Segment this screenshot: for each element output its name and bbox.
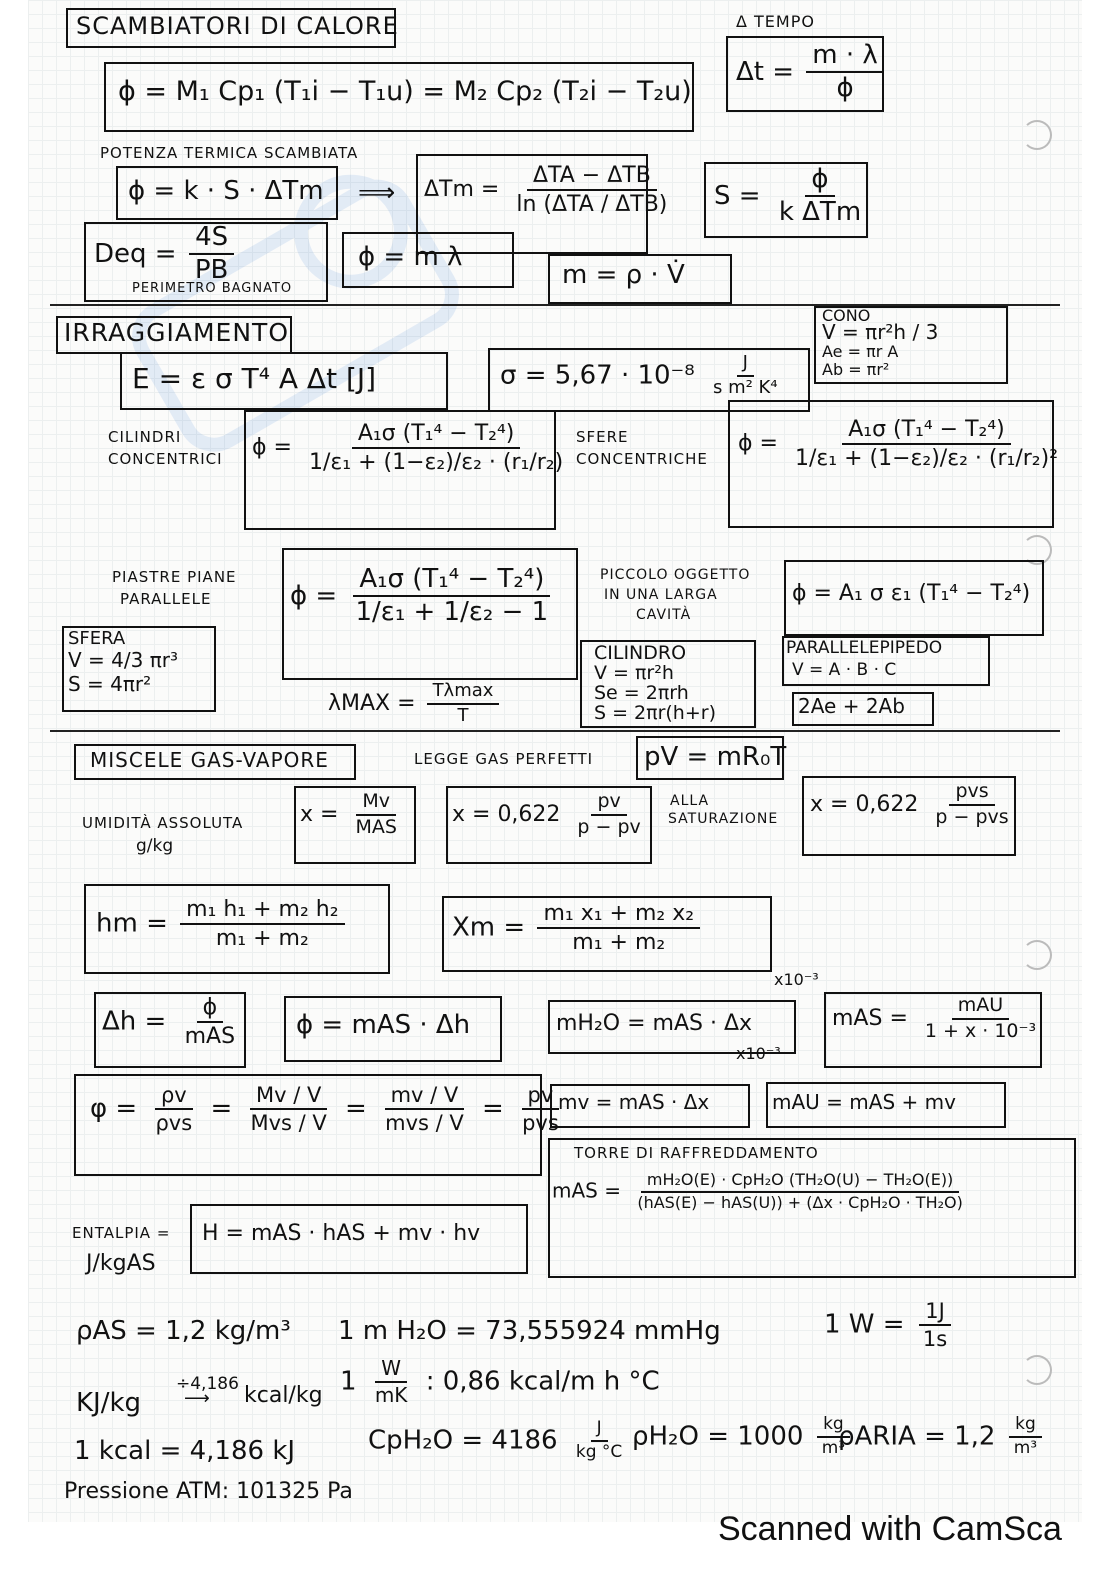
const-kj-factor: ÷4,186 — [176, 1374, 239, 1394]
const-watt: 1 W = $\frac{1J}{1s}$ — [824, 1300, 957, 1350]
const-kcal: 1 kcal = 4,186 kJ — [74, 1436, 296, 1466]
formula-legge-gas: pV = mR₀T — [644, 742, 787, 772]
formula-mas-mau: mAS = $\frac{\text{mAU}}{\text{1 + x · 10⁻³}}$ — [832, 994, 1037, 1042]
formula-delta-t: Δt = $\frac{m \cdot \lambda}{\phi}$ — [736, 42, 888, 103]
formula-piastre-parallele: ϕ = $\frac{\text{A₁σ (T₁⁴ − T₂⁴)}}{\text{1/ε₁ + 1/ε₂ − 1}}$ — [290, 566, 558, 627]
section-title-irraggiamento: IRRAGGIAMENTO — [64, 318, 289, 347]
formula-sigma: σ = 5,67 · 10⁻⁸ $\frac{J}{\text{s m² K⁴}}$ — [500, 352, 778, 398]
label-concentriche: CONCENTRICHE — [576, 450, 708, 468]
formula-piccolo-oggetto: ϕ = A₁ σ ε₁ (T₁⁴ − T₂⁴) — [792, 581, 1031, 606]
formula-cilindro-se: Se = 2πrh — [594, 682, 689, 704]
section-title-scambiatori: SCAMBIATORI DI CALORE — [76, 12, 399, 40]
label-piastre: PIASTRE PIANE — [112, 568, 237, 586]
formula-x-pv: x = 0,622 $\frac{pv}{p - pv}$ — [452, 790, 641, 838]
formula-parallelepipedo-v: V = A · B · C — [792, 660, 897, 680]
formula-cono-v: V = πr²h / 3 — [822, 320, 939, 344]
label-sfera: SFERA — [68, 628, 126, 649]
section-divider — [50, 730, 1060, 732]
label-cilindro: CILINDRO — [594, 642, 687, 664]
formula-m-rho: m = ρ · V̇ — [562, 260, 685, 290]
arrow-right-icon: ⟶ — [184, 1388, 210, 1409]
formula-torre: mAS = $\frac{\text{mH₂O(E) · CpH₂O (TH₂O(U) − TH₂O(E))}}{\text{(hAS(E) − hAS(U)) + (Δx · CpH₂O · TH₂O)}}$ — [552, 1170, 963, 1212]
formula-e: E = ε σ T⁴ A Δt [J] — [132, 362, 377, 395]
const-rho-h2o: ρH₂O = 1000 $\frac{kg}{\text{m³}}$ — [632, 1416, 855, 1458]
formula-mh2o: mH₂O = mAS · Δx — [556, 1011, 753, 1036]
label-alla: ALLA — [670, 793, 710, 809]
formula-delta-h: Δh = $\frac{\phi}{\text{mAS}}$ — [102, 995, 236, 1050]
note-e3-top: x10⁻³ — [774, 970, 819, 989]
formula-x-pvs: x = 0,622 $\frac{\text{pvs}}{\text{p − pvs}}$ — [810, 780, 1009, 828]
formula-mv: mv = mAS · Δx — [558, 1090, 710, 1114]
formula-parallelepipedo-s: 2Ae + 2Ab — [798, 694, 905, 718]
const-rho-aria: ρARIA = 1,2 $\frac{kg}{\text{m³}}$ — [838, 1416, 1047, 1458]
formula-entalpia: H = mAS · hAS + mv · hv — [202, 1221, 481, 1246]
note-e3-bottom: x10⁻³ — [736, 1044, 781, 1063]
label-entalpia: ENTALPIA = — [72, 1224, 171, 1242]
arrow-implies: ⟹ — [358, 178, 396, 208]
formula-sfere-concentriche: ϕ = $\frac{\text{A₁σ (T₁⁴ − T₂⁴)}}{\text{1/ε₁ + (1−ε₂)/ε₂ · (r₁/r₂)²}}$ — [738, 417, 1059, 472]
const-kj-target: kcal/kg — [244, 1383, 323, 1408]
label-concentrici: CONCENTRICI — [108, 450, 223, 468]
binder-hole — [1022, 1355, 1052, 1385]
label-delta-tempo: Δ TEMPO — [736, 12, 815, 31]
formula-s: S = $\frac{\phi}{\text{k ΔTm}}$ — [714, 164, 862, 228]
label-parallelepipedo: PARALLELEPIPEDO — [786, 638, 943, 658]
formula-phi-ks: ϕ = k · S · ΔTm — [128, 176, 324, 206]
formula-x-mv-mas: x = $\frac{Mv}{\text{MAS}}$ — [300, 790, 397, 838]
label-perimetro-bagnato: PERIMETRO BAGNATO — [132, 281, 293, 296]
formula-cilindri-concentrici: ϕ = $\frac{\text{A₁σ (T₁⁴ − T₂⁴)}}{\text{1/ε₁ + (1−ε₂)/ε₂ · (r₁/r₂)}}$ — [252, 421, 564, 476]
label-sfere: SFERE — [576, 428, 629, 446]
formula-cilindro-v: V = πr²h — [594, 662, 674, 684]
label-legge-gas-perfetti: LEGGE GAS PERFETTI — [414, 750, 594, 768]
section-title-miscele: MISCELE GAS-VAPORE — [90, 748, 329, 772]
camscanner-footer: Scanned with CamSca — [718, 1510, 1062, 1548]
label-entalpia-unit: J/kgAS — [86, 1251, 156, 1276]
notebook-page — [28, 0, 1082, 1522]
formula-cono-ae: Ae = πr A — [822, 342, 899, 361]
formula-deq: Deq = $\frac{4S}{PB}$ — [94, 224, 238, 285]
label-potenza-termica: POTENZA TERMICA SCAMBIATA — [100, 144, 359, 162]
const-cp-h2o: CpH₂O = 4186 $\frac{J}{kg ^\circ C}$ — [368, 1418, 623, 1462]
formula-umidita-relativa: φ = $\frac{\rho v}{\text{ρvs}}$ = $\frac{Mv / V}{\text{Mvs / V}}$ = $\frac{mv / V}{\text{mvs / V}}$ = $\frac{pv}{\text{pvs}}$ — [90, 1083, 559, 1136]
label-cono: CONO — [822, 306, 871, 325]
label-piccolo-oggetto: PICCOLO OGGETTO — [600, 567, 751, 583]
label-cavita: CAVITÀ — [636, 607, 692, 623]
label-in-una-larga: IN UNA LARGA — [604, 587, 718, 603]
formula-xm: Xm = $\frac{\text{m₁ x₁ + m₂ x₂}}{\text{m₁ + m₂}}$ — [452, 902, 704, 954]
label-parallele: PARALLELE — [120, 590, 212, 608]
const-m-h2o-mmhg: 1 m H₂O = 73,555924 mmHg — [338, 1316, 721, 1346]
label-torre-raffreddamento: TORRE DI RAFFREDDAMENTO — [574, 1144, 819, 1162]
binder-hole — [1022, 940, 1052, 970]
formula-phi-m-lambda: ϕ = m λ — [358, 242, 463, 272]
formula-lambda-max: λMAX = $\frac{T\lambda\max}{T}$ — [328, 682, 503, 726]
label-umidita-unit: g/kg — [136, 836, 174, 856]
formula-cono-ab: Ab = πr² — [822, 360, 890, 379]
formula-mau: mAU = mAS + mv — [772, 1090, 956, 1114]
formula-sfera-v: V = 4/3 πr³ — [68, 648, 178, 672]
const-pressione-atm: Pressione ATM: 101325 Pa — [64, 1479, 353, 1504]
label-saturazione: SATURAZIONE — [668, 811, 779, 827]
formula-phi-main: ϕ = M₁ Cp₁ (T₁i − T₁u) = M₂ Cp₂ (T₂i − T₂u) — [118, 76, 692, 107]
formula-hm: hm = $\frac{\text{m₁ h₁ + m₂ h₂}}{\text{m₁ + m₂}}$ — [96, 898, 349, 950]
formula-sfera-s: S = 4πr² — [68, 672, 152, 696]
label-cilindri: CILINDRI — [108, 428, 182, 446]
formula-cilindro-s: S = 2πr(h+r) — [594, 702, 716, 724]
const-kj-unit: KJ/kg — [76, 1388, 142, 1418]
label-umidita-assoluta: UMIDITÀ ASSOLUTA — [82, 814, 244, 832]
formula-delta-tm: ΔTm = $\frac{\text{ΔTA − ΔTB}}{\text{ln (ΔTA / ΔTB)}}$ — [424, 163, 668, 218]
formula-phi-dh: ϕ = mAS · Δh — [296, 1010, 471, 1040]
const-w-mk: 1 $\frac{W}{mK}$ : 0,86 kcal/m h °C — [340, 1356, 660, 1407]
const-rho-as: ρAS = 1,2 kg/m³ — [76, 1316, 291, 1346]
binder-hole — [1022, 120, 1052, 150]
